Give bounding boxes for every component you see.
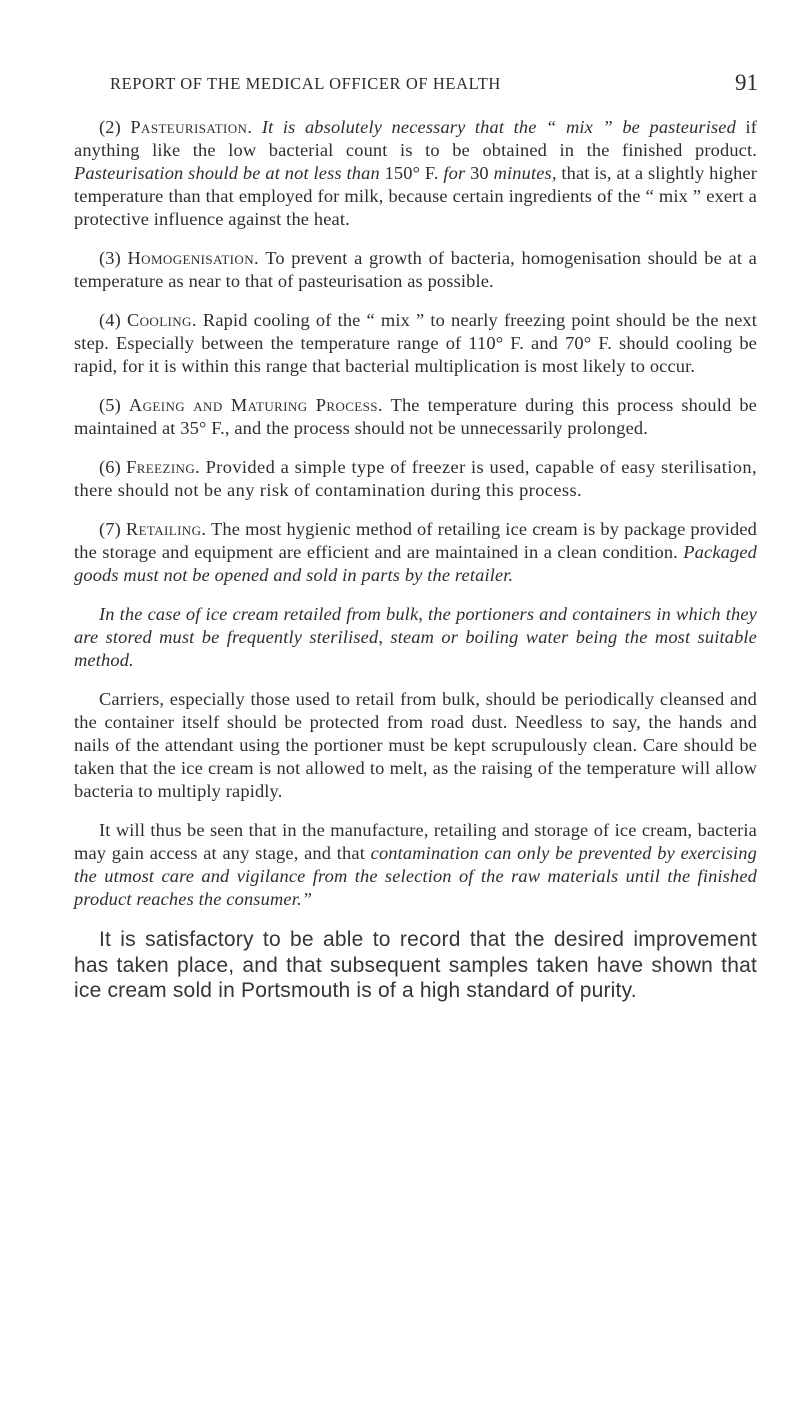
section-number: (2) <box>99 117 131 137</box>
paragraph-bulk-retailing <box>74 603 757 672</box>
body-text-span: that is, at a slightly higher temperature than that employed for milk, because certain ingredients of the “ mix ” exert a protective influence against the heat. <box>74 163 757 229</box>
emphasis-text: Pasteurisation should be at not less than <box>74 163 380 183</box>
paragraph-ageing <box>74 394 757 440</box>
section-heading-freezing: Freezing. <box>126 457 201 477</box>
page-header <box>72 70 758 104</box>
paragraph-manufacture <box>74 819 757 911</box>
emphasis-text: minutes, <box>493 163 557 183</box>
paragraph-carriers <box>74 688 757 803</box>
body-text-span: The temperature during this process should be maintained at 35° F., and the process should not be unnecessarily prolonged. <box>74 395 757 438</box>
section-number: (7) <box>99 519 126 539</box>
section-number: (4) <box>99 310 127 330</box>
running-title: REPORT OF THE MEDICAL OFFICER OF HEALTH <box>110 74 501 93</box>
body-text-span: Provided a simple type of freezer is used, capable of easy sterilisation, there should not be any risk of contamination during this process. <box>74 457 757 500</box>
section-heading-homogenisation: Homogenisation. <box>127 248 259 268</box>
paragraph-cooling <box>74 309 757 378</box>
body-text <box>74 116 757 1020</box>
section-heading-cooling: Cooling. <box>126 310 197 330</box>
emphasis-text: In the case of ice cream retailed from bulk, the portioners and containers in which they are stored must be frequently sterilised, steam or boiling water being the most suitable method. <box>74 604 757 670</box>
section-heading-pasteurisation: Pasteurisation. <box>130 117 253 137</box>
emphasis-text: for <box>443 163 466 183</box>
emphasis-text: contamination can only be prevented by exercising the utmost care and vigilance from the selection of the raw materials until the finished product reaches the consumer.” <box>74 843 757 909</box>
paragraph-homogenisation <box>74 247 757 293</box>
section-heading-ageing: Ageing and Maturing Process. <box>128 395 383 415</box>
body-text-span: The most hygienic method of retailing ice cream is by package provided the storage and equipment are efficient and are maintained in a clean condition. <box>74 519 757 562</box>
paragraph-pasteurisation <box>74 116 757 231</box>
paragraph-retailing <box>74 518 757 587</box>
body-text-span: It will thus be seen that in the manufacture, retailing and storage of ice cream, bacteria may gain access at any stage, and that <box>74 820 757 863</box>
emphasis-text: Packaged goods must not be opened and sold in parts by the retailer. <box>74 542 757 585</box>
emphasis-text: It is absolutely necessary that the “ mix ” be pasteurised <box>261 117 736 137</box>
body-text-span: 30 <box>465 163 494 183</box>
section-number: (3) <box>99 248 128 268</box>
section-number: (5) <box>99 395 129 415</box>
body-text-span: 150° F. <box>379 163 444 183</box>
page-number: 91 <box>735 70 758 95</box>
paragraph-freezing <box>74 456 757 502</box>
body-text-span: Rapid cooling of the “ mix ” to nearly freezing point should be the next step. Especially between the temperature range of 110° F. and 70° F. should cooling be rapid, for it is within this range that bacterial multiplication is most likely to occur. <box>74 310 757 376</box>
section-number: (6) <box>99 457 127 477</box>
section-heading-retailing: Retailing. <box>125 519 207 539</box>
paragraph-conclusion: It is satisfactory to be able to record that the desired improvement has taken place, and that subsequent samples taken have shown that ice cream sold in Portsmouth is of a high standard of purity. <box>74 928 757 1002</box>
body-text-span: To prevent a growth of bacteria, homogenisation should be at a temperature as near to that of pasteurisation as possible. <box>74 248 757 291</box>
body-text-span: Carriers, especially those used to retail from bulk, should be periodically cleansed and the container itself should be protected from road dust. Needless to say, the hands and nails of the attendant using the portioner must be kept scrupulously clean. Care should be taken that the ice cream is not allowed to melt, as the raising of the temperature will allow bacteria to multiply rapidly. <box>74 689 757 801</box>
body-text-span: if anything like the low bacterial count is to be obtained in the finished product. <box>74 117 757 160</box>
